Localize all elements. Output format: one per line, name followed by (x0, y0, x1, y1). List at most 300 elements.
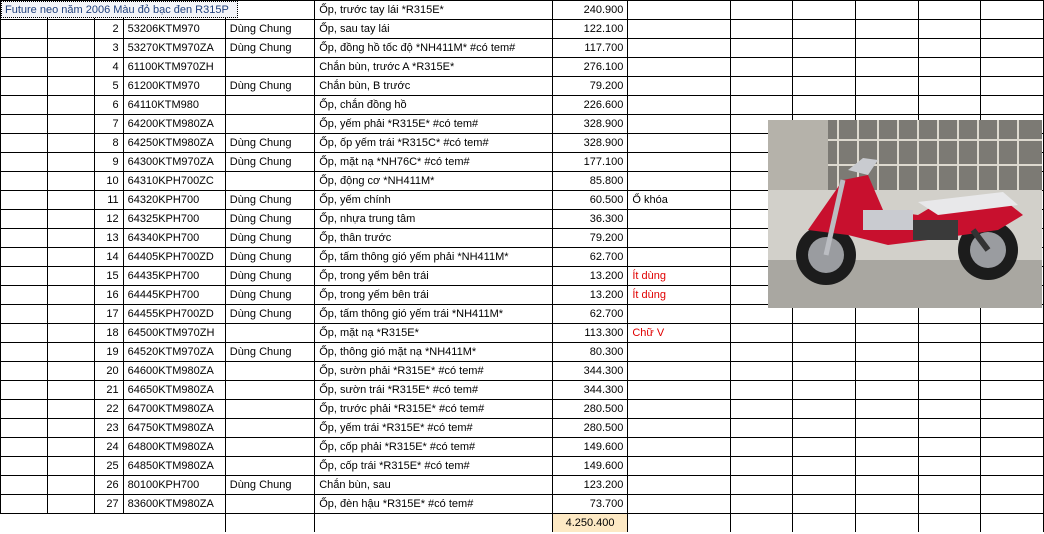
cell-a[interactable] (1, 39, 48, 58)
empty-cell[interactable] (855, 381, 918, 400)
sheet-title-textbox[interactable]: Future neo năm 2006 Màu đỏ bạc đen R315P (1, 1, 238, 18)
cell-a[interactable] (1, 115, 48, 134)
empty-cell[interactable] (855, 457, 918, 476)
note-cell[interactable] (628, 438, 730, 457)
empty-cell[interactable] (1, 514, 226, 533)
empty-cell[interactable] (981, 58, 1044, 77)
description-cell[interactable]: Ốp, sau tay lái (315, 20, 553, 39)
description-cell[interactable]: Ốp, động cơ *NH411M* (315, 172, 553, 191)
usage-type-cell[interactable]: Dùng Chung (225, 210, 314, 229)
cell-b[interactable] (47, 115, 94, 134)
empty-cell[interactable] (730, 20, 793, 39)
empty-cell[interactable] (855, 438, 918, 457)
note-cell[interactable] (628, 476, 730, 495)
price-cell[interactable]: 122.100 (552, 20, 628, 39)
cell-b[interactable] (47, 495, 94, 514)
price-cell[interactable]: 149.600 (552, 457, 628, 476)
row-number-cell[interactable]: 4 (94, 58, 123, 77)
row-number-cell[interactable]: 12 (94, 210, 123, 229)
description-cell[interactable]: Ốp, tấm thông gió yếm phải *NH411M* (315, 248, 553, 267)
price-cell[interactable]: 113.300 (552, 324, 628, 343)
row-number-cell[interactable]: 5 (94, 77, 123, 96)
usage-type-cell[interactable] (225, 172, 314, 191)
price-cell[interactable]: 149.600 (552, 438, 628, 457)
empty-cell[interactable] (793, 1, 856, 20)
empty-cell[interactable] (793, 419, 856, 438)
usage-type-cell[interactable] (225, 362, 314, 381)
price-cell[interactable]: 328.900 (552, 134, 628, 153)
empty-cell[interactable] (981, 419, 1044, 438)
empty-cell[interactable] (730, 438, 793, 457)
empty-cell[interactable] (730, 362, 793, 381)
cell-a[interactable] (1, 400, 48, 419)
row-number-cell[interactable]: 15 (94, 267, 123, 286)
part-code-cell[interactable]: 64310KPH700ZC (123, 172, 225, 191)
row-number-cell[interactable]: 20 (94, 362, 123, 381)
cell-b[interactable] (47, 267, 94, 286)
cell-a[interactable] (1, 77, 48, 96)
empty-cell[interactable] (730, 39, 793, 58)
empty-cell[interactable] (981, 400, 1044, 419)
description-cell[interactable]: Ốp, đồng hồ tốc độ *NH411M* #có tem# (315, 39, 553, 58)
total-price-cell[interactable]: 4.250.400 (552, 514, 628, 533)
price-cell[interactable]: 344.300 (552, 362, 628, 381)
cell-a[interactable] (1, 153, 48, 172)
usage-type-cell[interactable]: Dùng Chung (225, 229, 314, 248)
cell-a[interactable] (1, 476, 48, 495)
empty-cell[interactable] (628, 514, 730, 533)
usage-type-cell[interactable] (225, 58, 314, 77)
price-cell[interactable]: 60.500 (552, 191, 628, 210)
price-cell[interactable]: 85.800 (552, 172, 628, 191)
cell-a[interactable] (1, 286, 48, 305)
empty-cell[interactable] (918, 400, 981, 419)
empty-cell[interactable] (918, 476, 981, 495)
note-cell[interactable] (628, 77, 730, 96)
empty-cell[interactable] (981, 362, 1044, 381)
empty-cell[interactable] (981, 495, 1044, 514)
note-cell[interactable] (628, 210, 730, 229)
cell-b[interactable] (47, 305, 94, 324)
cell-a[interactable] (1, 96, 48, 115)
price-cell[interactable]: 280.500 (552, 400, 628, 419)
cell-a[interactable] (1, 58, 48, 77)
description-cell[interactable]: Ốp, mặt nạ *NH76C* #có tem# (315, 153, 553, 172)
row-number-cell[interactable]: 7 (94, 115, 123, 134)
cell-a[interactable] (1, 210, 48, 229)
empty-cell[interactable] (918, 457, 981, 476)
cell-b[interactable] (47, 229, 94, 248)
row-number-cell[interactable]: 13 (94, 229, 123, 248)
cell-a[interactable] (1, 343, 48, 362)
usage-type-cell[interactable]: Dùng Chung (225, 267, 314, 286)
cell-b[interactable] (47, 419, 94, 438)
cell-b[interactable] (47, 172, 94, 191)
empty-cell[interactable] (793, 96, 856, 115)
row-number-cell[interactable]: 8 (94, 134, 123, 153)
row-number-cell[interactable]: 9 (94, 153, 123, 172)
part-code-cell[interactable]: 64800KTM980ZA (123, 438, 225, 457)
cell-b[interactable] (47, 20, 94, 39)
empty-cell[interactable] (855, 39, 918, 58)
price-cell[interactable]: 344.300 (552, 381, 628, 400)
cell-a[interactable] (1, 134, 48, 153)
note-cell[interactable] (628, 419, 730, 438)
empty-cell[interactable] (793, 438, 856, 457)
usage-type-cell[interactable] (225, 381, 314, 400)
price-cell[interactable]: 280.500 (552, 419, 628, 438)
price-cell[interactable]: 79.200 (552, 229, 628, 248)
note-cell[interactable] (628, 457, 730, 476)
usage-type-cell[interactable] (225, 115, 314, 134)
usage-type-cell[interactable]: Dùng Chung (225, 191, 314, 210)
row-number-cell[interactable]: 14 (94, 248, 123, 267)
price-cell[interactable]: 240.900 (552, 1, 628, 20)
description-cell[interactable]: Chắn bùn, trước A *R315E* (315, 58, 553, 77)
cell-b[interactable] (47, 39, 94, 58)
usage-type-cell[interactable]: Dùng Chung (225, 286, 314, 305)
empty-cell[interactable] (793, 476, 856, 495)
empty-cell[interactable] (793, 39, 856, 58)
description-cell[interactable]: Ốp, yếm phải *R315E* #có tem# (315, 115, 553, 134)
note-cell[interactable] (628, 400, 730, 419)
usage-type-cell[interactable]: Dùng Chung (225, 343, 314, 362)
empty-cell[interactable] (981, 77, 1044, 96)
cell-a[interactable] (1, 362, 48, 381)
empty-cell[interactable] (981, 343, 1044, 362)
usage-type-cell[interactable]: Dùng Chung (225, 20, 314, 39)
description-cell[interactable]: Ốp, thân trước (315, 229, 553, 248)
cell-a[interactable] (1, 20, 48, 39)
row-number-cell[interactable]: 3 (94, 39, 123, 58)
note-cell[interactable] (628, 172, 730, 191)
part-code-cell[interactable]: 83600KTM980ZA (123, 495, 225, 514)
price-cell[interactable]: 36.300 (552, 210, 628, 229)
note-cell[interactable] (628, 153, 730, 172)
note-cell[interactable] (628, 495, 730, 514)
usage-type-cell[interactable]: Dùng Chung (225, 476, 314, 495)
empty-cell[interactable] (730, 343, 793, 362)
motorcycle-photo[interactable] (768, 120, 1042, 308)
empty-cell[interactable] (918, 514, 981, 533)
empty-cell[interactable] (793, 343, 856, 362)
cell-a[interactable] (1, 324, 48, 343)
cell-a[interactable] (1, 172, 48, 191)
empty-cell[interactable] (793, 77, 856, 96)
note-cell[interactable] (628, 229, 730, 248)
empty-cell[interactable] (855, 495, 918, 514)
empty-cell[interactable] (793, 400, 856, 419)
description-cell[interactable]: Ốp, mặt nạ *R315E* (315, 324, 553, 343)
empty-cell[interactable] (730, 381, 793, 400)
price-cell[interactable]: 13.200 (552, 267, 628, 286)
part-code-cell[interactable]: 64435KPH700 (123, 267, 225, 286)
cell-b[interactable] (47, 96, 94, 115)
empty-cell[interactable] (918, 58, 981, 77)
row-number-cell[interactable]: 19 (94, 343, 123, 362)
price-cell[interactable]: 80.300 (552, 343, 628, 362)
cell-b[interactable] (47, 362, 94, 381)
row-number-cell[interactable]: 16 (94, 286, 123, 305)
empty-cell[interactable] (730, 495, 793, 514)
cell-a[interactable] (1, 267, 48, 286)
cell-a[interactable] (1, 495, 48, 514)
price-cell[interactable]: 123.200 (552, 476, 628, 495)
note-cell[interactable] (628, 39, 730, 58)
note-cell[interactable]: Ổ khóa (628, 191, 730, 210)
empty-cell[interactable] (730, 96, 793, 115)
price-cell[interactable]: 79.200 (552, 77, 628, 96)
part-code-cell[interactable]: 80100KPH700 (123, 476, 225, 495)
empty-cell[interactable] (793, 514, 856, 533)
empty-cell[interactable] (225, 514, 314, 533)
row-number-cell[interactable]: 2 (94, 20, 123, 39)
cell-b[interactable] (47, 457, 94, 476)
cell-a[interactable] (1, 305, 48, 324)
empty-cell[interactable] (918, 1, 981, 20)
usage-type-cell[interactable]: Dùng Chung (225, 248, 314, 267)
empty-cell[interactable] (918, 438, 981, 457)
empty-cell[interactable] (793, 362, 856, 381)
price-cell[interactable]: 13.200 (552, 286, 628, 305)
empty-cell[interactable] (793, 457, 856, 476)
cell-b[interactable] (47, 248, 94, 267)
empty-cell[interactable] (981, 457, 1044, 476)
empty-cell[interactable] (793, 324, 856, 343)
empty-cell[interactable] (730, 514, 793, 533)
note-cell[interactable]: Ít dùng (628, 267, 730, 286)
part-code-cell[interactable]: 61100KTM970ZH (123, 58, 225, 77)
usage-type-cell[interactable] (225, 457, 314, 476)
description-cell[interactable]: Ốp, cốp phải *R315E* #có tem# (315, 438, 553, 457)
row-number-cell[interactable]: 22 (94, 400, 123, 419)
part-code-cell[interactable]: 64405KPH700ZD (123, 248, 225, 267)
price-cell[interactable]: 73.700 (552, 495, 628, 514)
part-code-cell[interactable]: 64200KTM980ZA (123, 115, 225, 134)
cell-b[interactable] (47, 438, 94, 457)
empty-cell[interactable] (855, 96, 918, 115)
empty-cell[interactable] (730, 324, 793, 343)
cell-a[interactable] (1, 457, 48, 476)
empty-cell[interactable] (981, 381, 1044, 400)
part-code-cell[interactable]: 64650KTM980ZA (123, 381, 225, 400)
part-code-cell[interactable]: 53270KTM970ZA (123, 39, 225, 58)
note-cell[interactable] (628, 96, 730, 115)
empty-cell[interactable] (730, 419, 793, 438)
cell-b[interactable] (47, 476, 94, 495)
cell-b[interactable] (47, 210, 94, 229)
description-cell[interactable]: Ốp, sườn phải *R315E* #có tem# (315, 362, 553, 381)
empty-cell[interactable] (918, 343, 981, 362)
description-cell[interactable]: Chắn bùn, B trước (315, 77, 553, 96)
empty-cell[interactable] (793, 495, 856, 514)
row-number-cell[interactable]: 26 (94, 476, 123, 495)
usage-type-cell[interactable]: Dùng Chung (225, 153, 314, 172)
part-code-cell[interactable]: 64110KTM980 (123, 96, 225, 115)
cell-a[interactable] (1, 229, 48, 248)
description-cell[interactable]: Ốp, ốp yếm trái *R315C* #có tem# (315, 134, 553, 153)
description-cell[interactable]: Ốp, trong yếm bên trái (315, 267, 553, 286)
empty-cell[interactable] (918, 39, 981, 58)
part-code-cell[interactable]: 64300KTM970ZA (123, 153, 225, 172)
description-cell[interactable]: Ốp, sườn trái *R315E* #có tem# (315, 381, 553, 400)
empty-cell[interactable] (981, 39, 1044, 58)
empty-cell[interactable] (855, 1, 918, 20)
note-cell[interactable]: Ít dùng (628, 286, 730, 305)
usage-type-cell[interactable] (225, 438, 314, 457)
cell-b[interactable] (47, 134, 94, 153)
note-cell[interactable] (628, 115, 730, 134)
price-cell[interactable]: 62.700 (552, 248, 628, 267)
description-cell[interactable]: Ốp, đèn hậu *R315E* #có tem# (315, 495, 553, 514)
price-cell[interactable]: 226.600 (552, 96, 628, 115)
empty-cell[interactable] (855, 400, 918, 419)
empty-cell[interactable] (855, 362, 918, 381)
cell-b[interactable] (47, 58, 94, 77)
cell-a[interactable] (1, 438, 48, 457)
part-code-cell[interactable]: 64250KTM980ZA (123, 134, 225, 153)
cell-b[interactable] (47, 191, 94, 210)
cell-b[interactable] (47, 343, 94, 362)
empty-cell[interactable] (315, 514, 553, 533)
note-cell[interactable]: Chữ V (628, 324, 730, 343)
cell-b[interactable] (47, 153, 94, 172)
row-number-cell[interactable]: 23 (94, 419, 123, 438)
empty-cell[interactable] (730, 457, 793, 476)
note-cell[interactable] (628, 248, 730, 267)
description-cell[interactable]: Chắn bùn, sau (315, 476, 553, 495)
part-code-cell[interactable]: 64325KPH700 (123, 210, 225, 229)
row-number-cell[interactable]: 18 (94, 324, 123, 343)
usage-type-cell[interactable] (225, 495, 314, 514)
description-cell[interactable]: Ốp, tấm thông gió yếm trái *NH411M* (315, 305, 553, 324)
part-code-cell[interactable]: 64445KPH700 (123, 286, 225, 305)
part-code-cell[interactable]: 64340KPH700 (123, 229, 225, 248)
empty-cell[interactable] (981, 476, 1044, 495)
empty-cell[interactable] (981, 324, 1044, 343)
empty-cell[interactable] (918, 96, 981, 115)
description-cell[interactable]: Ốp, thông gió mặt nạ *NH411M* (315, 343, 553, 362)
usage-type-cell[interactable] (225, 324, 314, 343)
usage-type-cell[interactable]: Dùng Chung (225, 305, 314, 324)
cell-a[interactable] (1, 419, 48, 438)
cell-b[interactable] (47, 286, 94, 305)
empty-cell[interactable] (730, 77, 793, 96)
description-cell[interactable]: Ốp, trong yếm bên trái (315, 286, 553, 305)
part-code-cell[interactable]: 64320KPH700 (123, 191, 225, 210)
part-code-cell[interactable]: 64600KTM980ZA (123, 362, 225, 381)
empty-cell[interactable] (918, 324, 981, 343)
usage-type-cell[interactable]: Dùng Chung (225, 77, 314, 96)
empty-cell[interactable] (730, 400, 793, 419)
empty-cell[interactable] (730, 1, 793, 20)
usage-type-cell[interactable] (225, 96, 314, 115)
description-cell[interactable]: Ốp, trước tay lái *R315E* (315, 1, 553, 20)
note-cell[interactable] (628, 134, 730, 153)
cell-a[interactable] (1, 191, 48, 210)
price-cell[interactable]: 276.100 (552, 58, 628, 77)
part-code-cell[interactable]: 61200KTM970 (123, 77, 225, 96)
description-cell[interactable]: Ốp, trước phải *R315E* #có tem# (315, 400, 553, 419)
empty-cell[interactable] (855, 77, 918, 96)
cell-b[interactable] (47, 324, 94, 343)
empty-cell[interactable] (918, 77, 981, 96)
note-cell[interactable] (628, 305, 730, 324)
cell-a[interactable] (1, 248, 48, 267)
description-cell[interactable]: Ốp, cốp trái *R315E* #có tem# (315, 457, 553, 476)
cell-b[interactable] (47, 77, 94, 96)
empty-cell[interactable] (730, 476, 793, 495)
part-code-cell[interactable]: 64850KTM980ZA (123, 457, 225, 476)
note-cell[interactable] (628, 58, 730, 77)
description-cell[interactable]: Ốp, chắn đồng hồ (315, 96, 553, 115)
cell-b[interactable] (47, 400, 94, 419)
row-number-cell[interactable]: 21 (94, 381, 123, 400)
usage-type-cell[interactable] (225, 1, 314, 20)
part-code-cell[interactable]: 64520KTM970ZA (123, 343, 225, 362)
empty-cell[interactable] (855, 20, 918, 39)
row-number-cell[interactable]: 24 (94, 438, 123, 457)
row-number-cell[interactable]: 27 (94, 495, 123, 514)
usage-type-cell[interactable]: Dùng Chung (225, 134, 314, 153)
cell-a[interactable] (1, 381, 48, 400)
empty-cell[interactable] (855, 514, 918, 533)
empty-cell[interactable] (981, 514, 1044, 533)
empty-cell[interactable] (793, 20, 856, 39)
empty-cell[interactable] (981, 20, 1044, 39)
note-cell[interactable] (628, 381, 730, 400)
empty-cell[interactable] (918, 495, 981, 514)
row-number-cell[interactable]: 11 (94, 191, 123, 210)
price-cell[interactable]: 62.700 (552, 305, 628, 324)
usage-type-cell[interactable]: Dùng Chung (225, 39, 314, 58)
part-code-cell[interactable]: 64455KPH700ZD (123, 305, 225, 324)
part-code-cell[interactable]: 64750KTM980ZA (123, 419, 225, 438)
usage-type-cell[interactable] (225, 419, 314, 438)
note-cell[interactable] (628, 1, 730, 20)
part-code-cell[interactable]: 64500KTM970ZH (123, 324, 225, 343)
empty-cell[interactable] (981, 438, 1044, 457)
note-cell[interactable] (628, 362, 730, 381)
empty-cell[interactable] (855, 419, 918, 438)
description-cell[interactable]: Ốp, nhựa trung tâm (315, 210, 553, 229)
description-cell[interactable]: Ốp, yếm trái *R315E* #có tem# (315, 419, 553, 438)
price-cell[interactable]: 117.700 (552, 39, 628, 58)
empty-cell[interactable] (918, 381, 981, 400)
empty-cell[interactable] (855, 324, 918, 343)
empty-cell[interactable] (855, 476, 918, 495)
empty-cell[interactable] (981, 96, 1044, 115)
empty-cell[interactable] (918, 20, 981, 39)
price-cell[interactable]: 328.900 (552, 115, 628, 134)
empty-cell[interactable] (918, 362, 981, 381)
empty-cell[interactable] (855, 343, 918, 362)
part-code-cell[interactable]: 64700KTM980ZA (123, 400, 225, 419)
cell-b[interactable] (47, 381, 94, 400)
row-number-cell[interactable]: 6 (94, 96, 123, 115)
description-cell[interactable]: Ốp, yếm chính (315, 191, 553, 210)
row-number-cell[interactable]: 10 (94, 172, 123, 191)
empty-cell[interactable] (981, 1, 1044, 20)
empty-cell[interactable] (918, 419, 981, 438)
empty-cell[interactable] (855, 58, 918, 77)
note-cell[interactable] (628, 343, 730, 362)
row-number-cell[interactable]: 17 (94, 305, 123, 324)
part-code-cell[interactable]: 53206KTM970 (123, 20, 225, 39)
empty-cell[interactable] (793, 381, 856, 400)
empty-cell[interactable] (793, 58, 856, 77)
note-cell[interactable] (628, 20, 730, 39)
